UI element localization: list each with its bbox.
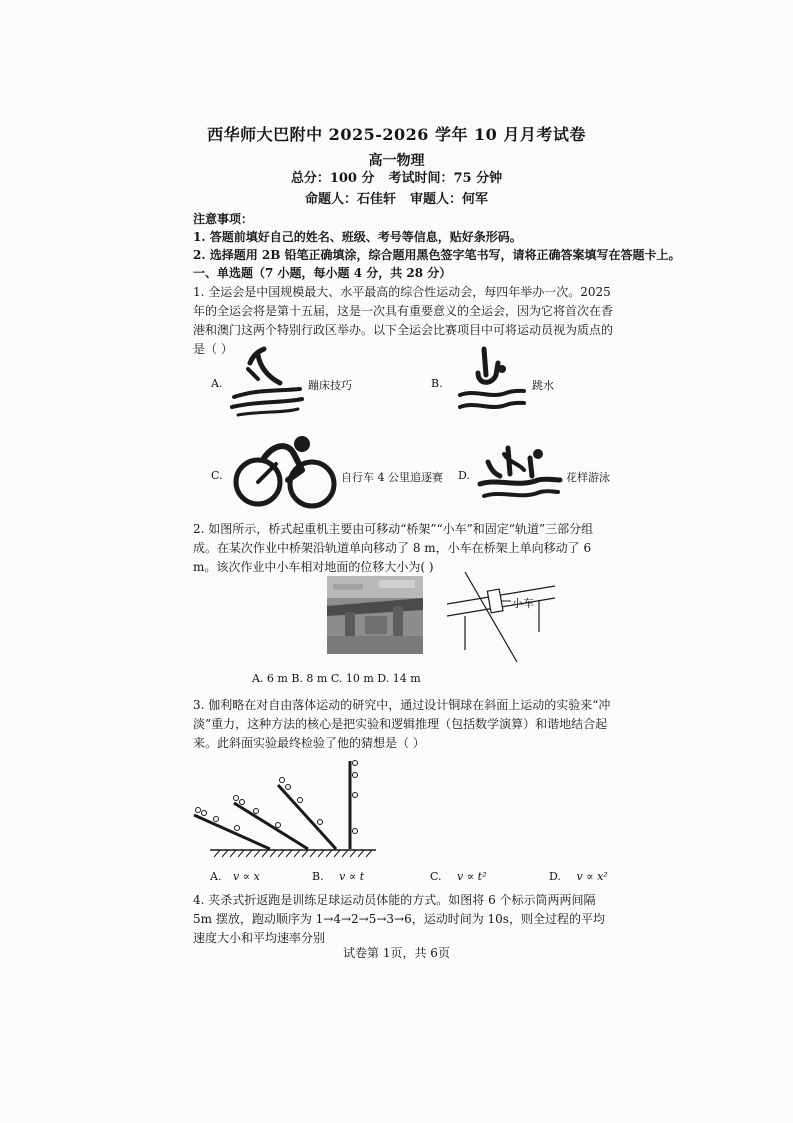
q1-option-b-label: 跳水 (532, 379, 554, 392)
note-item: 2. 选择题用 2B 铅笔正确填涂，综合题用黑色签字笔书写，请将正确答案填写在答题卡上。 (193, 248, 681, 262)
q3-option-c-letter: C. (430, 870, 442, 883)
trampoline-pictogram (228, 345, 308, 420)
q3-option-a-letter: A. (210, 870, 222, 883)
q3-option-b-expr: v ∝ t (339, 870, 365, 883)
galileo-incline-diagram (190, 755, 380, 858)
diving-pictogram (456, 345, 528, 420)
q3-option-a-expr: v ∝ x (232, 870, 260, 883)
cycling-pictogram (228, 432, 340, 512)
question-3-text: 3. 伽利略在对自由落体运动的研究中，通过设计铜球在斜面上运动的实验来“冲淡”重力，这种方法的核心是把实验和逻辑推理（包括数学演算）和谐地结合起来。此斜面实验最终检验了他的猜想是（ ） (193, 698, 611, 750)
q3-option-d-letter: D. (549, 870, 561, 883)
exam-time: 考试时间：75 分钟 (388, 171, 503, 186)
q1-option-a-letter: A. (211, 377, 223, 390)
note-item: 1. 答题前填好自己的姓名、班级、考号等信息，贴好条形码。 (193, 230, 522, 244)
synchronized-swimming-pictogram (474, 440, 566, 508)
q1-option-d-letter: D. (458, 469, 470, 482)
author: 命题人：石佳轩 (304, 192, 396, 207)
question-2-text: 2. 如图所示，桥式起重机主要由可移动“桥架”“小车”和固定“轨道”三部分组成。在某次作业中桥架沿轨道单向移动了 8 m，小车在桥架上单向移动了 6 m。该次作业中小车相对地面的位移大小为( ) (193, 522, 594, 574)
q2-options: A. 6 m B. 8 m C. 10 m D. 14 m (252, 672, 421, 685)
page-footer: 试卷第 1页，共 6页 (343, 946, 450, 960)
crane-photo (327, 576, 423, 654)
q1-option-b-letter: B. (431, 377, 443, 390)
q3-option-d-expr: v ∝ x² (576, 870, 608, 883)
q1-option-d-label: 花样游泳 (566, 471, 610, 484)
exam-title: 西华师大巴附中 2025-2026 学年 10 月月考试卷 (207, 125, 586, 144)
exam-authors (0, 188, 793, 207)
total-score: 总分：100 分 (290, 171, 375, 186)
reviewer: 审题人：何军 (410, 192, 489, 207)
q1-option-c-letter: C. (211, 469, 223, 482)
notes-heading: 注意事项： (193, 212, 254, 226)
crane-cart-label: 小车 (512, 597, 534, 610)
q1-option-c-label: 自行车 4 公里追逐赛 (341, 471, 443, 484)
section-heading: 一、单选题（7 小题，每小题 4 分，共 28 分） (193, 266, 452, 280)
crane-diagram (447, 572, 557, 666)
question-4-text: 4. 夹杀式折返跑是训练足球运动员体能的方式。如图将 6 个标示筒两两间隔 5m 摆放，跑动顺序为 1→4→2→5→3→6，运动时间为 10s，则全过程的平均速度大小和平均速率分别 (193, 893, 605, 945)
question-1-text: 1. 全运会是中国规模最大、水平最高的综合性运动会，每四年举办一次。2025 年的全运会将是第十五届，这是一次具有重要意义的全运会，因为它将首次在香港和澳门这两个特别行政区举办。以下全运会比赛项目中可将运动员视为质点的是（ ） (193, 285, 614, 356)
q3-option-c-expr: v ∝ t² (457, 870, 487, 883)
exam-info (0, 167, 793, 186)
q3-option-b-letter: B. (312, 870, 324, 883)
q1-option-a-label: 蹦床技巧 (308, 379, 352, 392)
subject-title: 高一物理 (368, 153, 425, 169)
